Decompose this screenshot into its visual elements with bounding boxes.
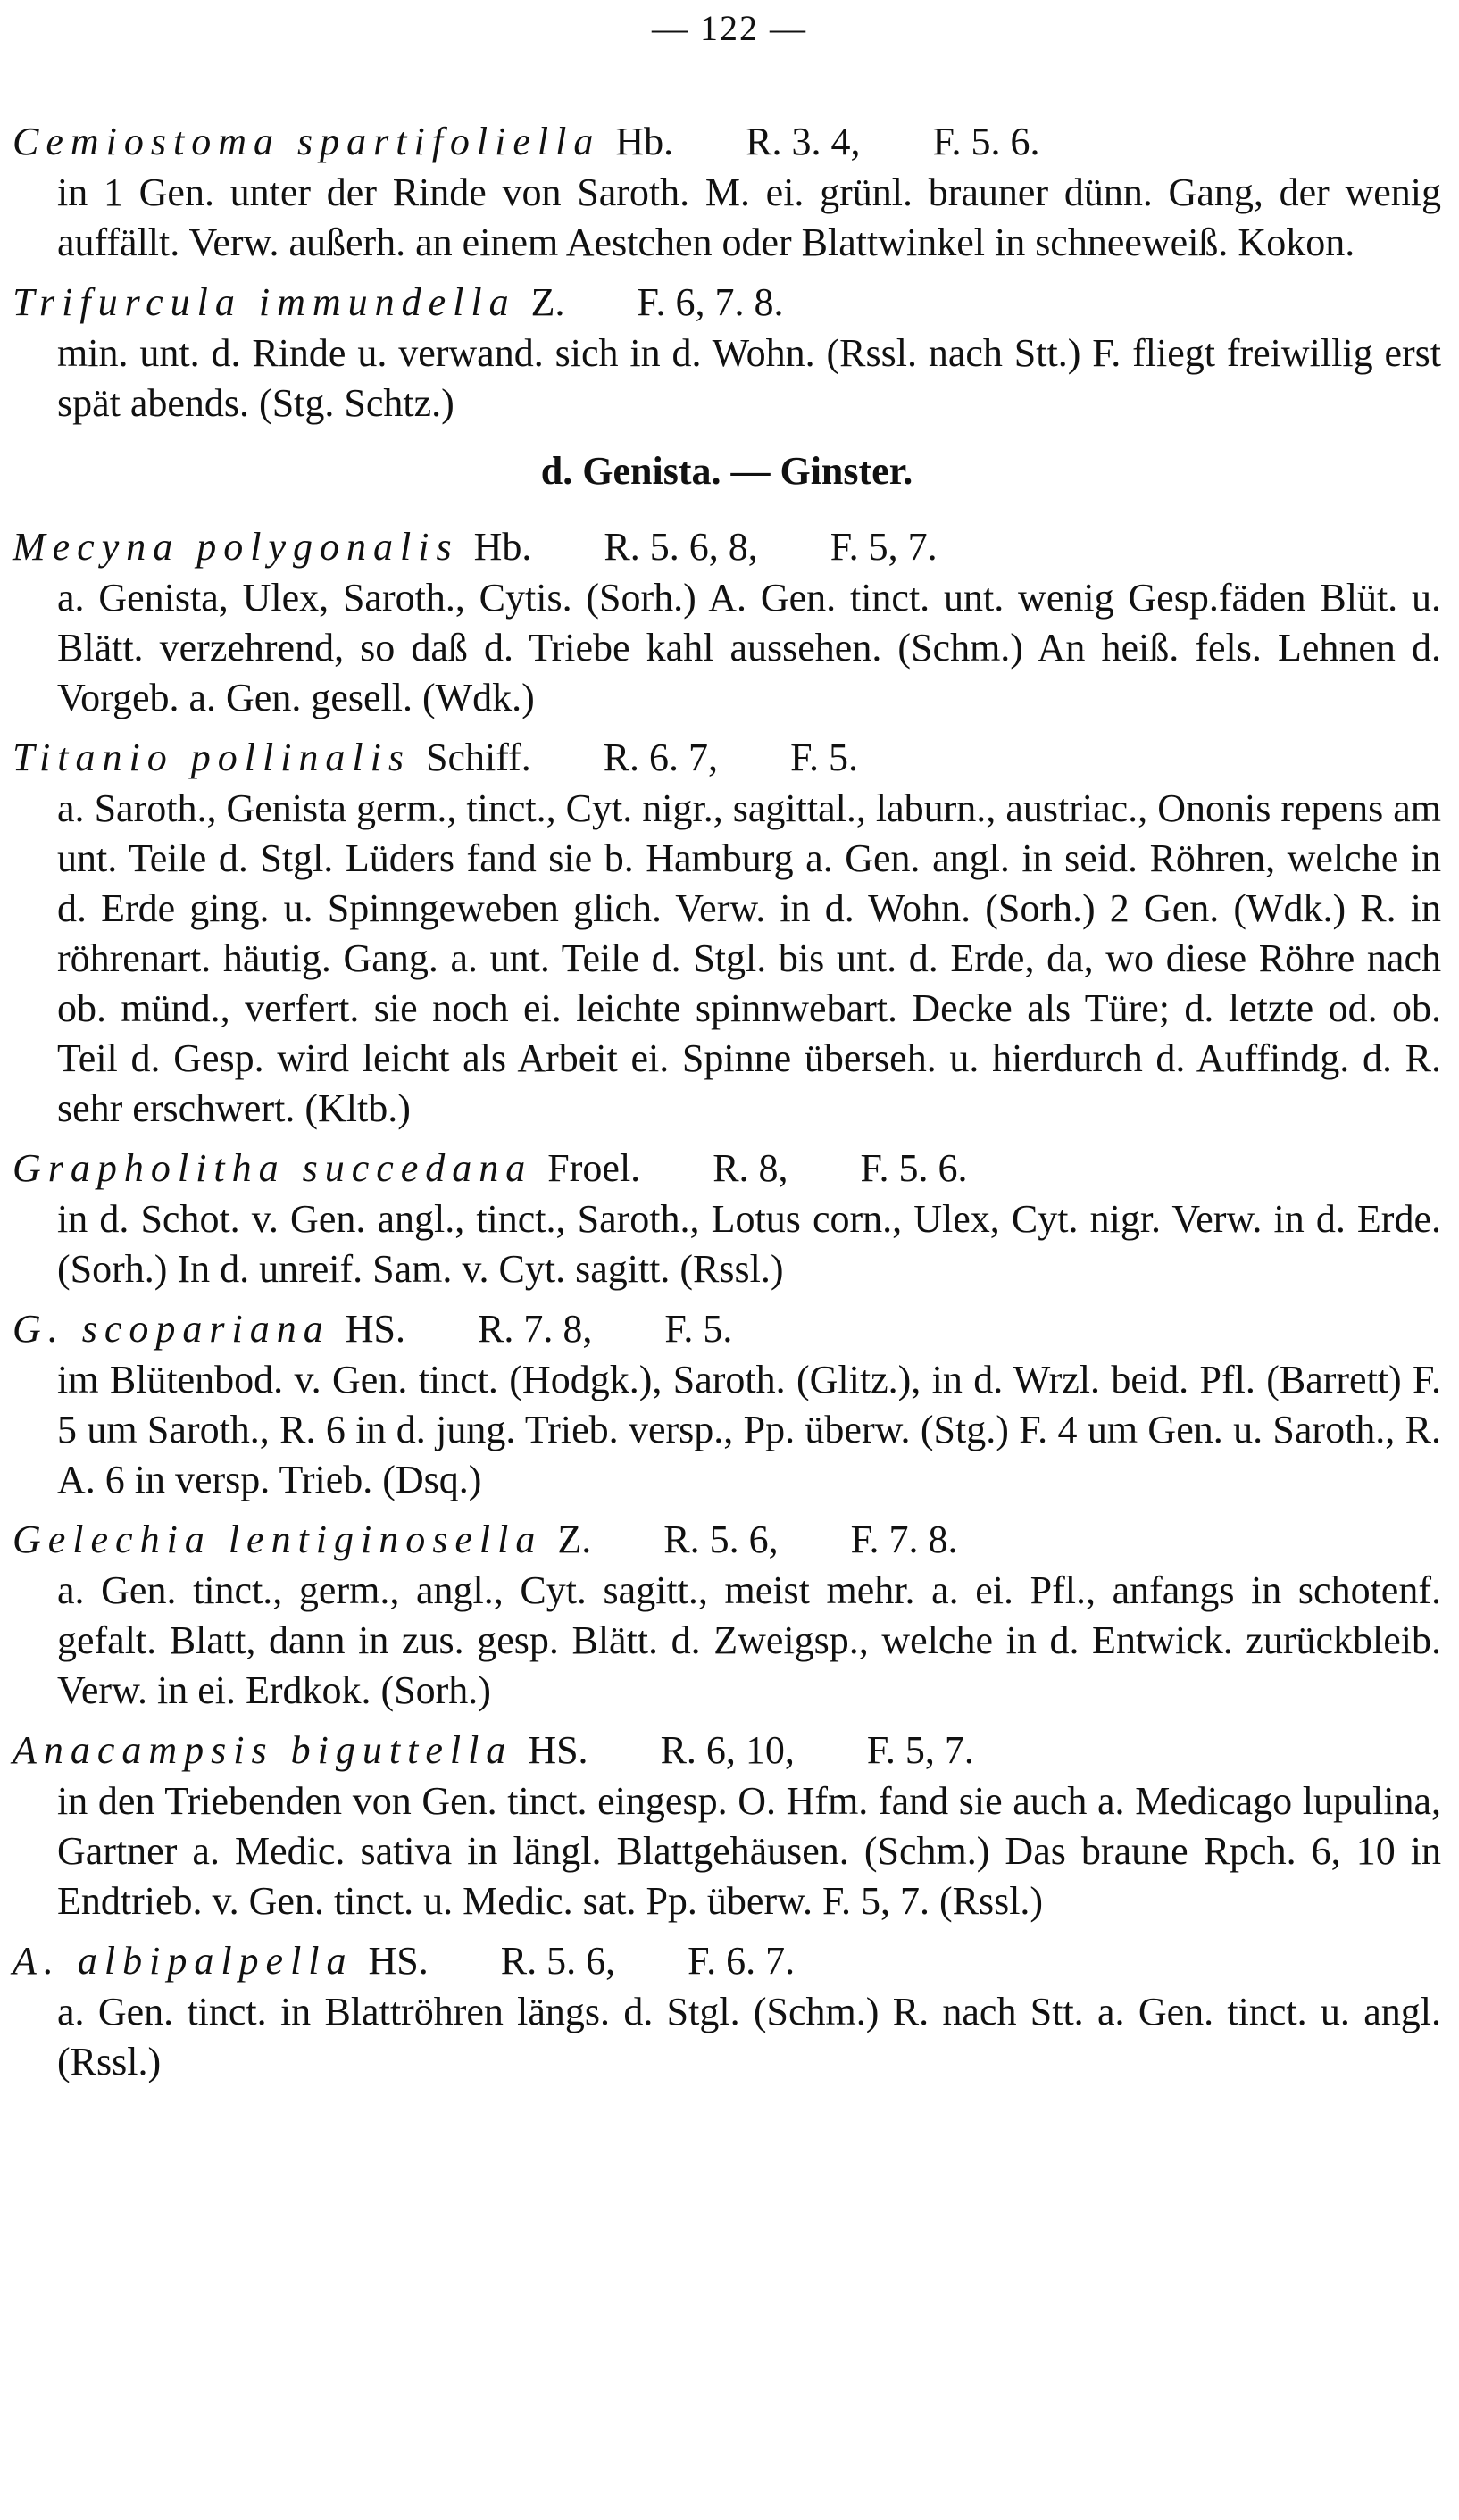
- species-author: Hb.: [615, 120, 674, 163]
- moth-months: F. 7. 8.: [850, 1518, 958, 1561]
- print-smudge: [13, 437, 1441, 441]
- larva-months: R. 3. 4,: [746, 120, 861, 163]
- species-name: Trifurcula immundella: [13, 280, 516, 324]
- entry-text: in den Triebenden von Gen. tinct. eingesp. O. Hfm. fand sie auch a. Medicago lupulina, Gartner a. Medic. sativa in längl. Blattgehäusen. (Schm.) Das braune Rpch. 6, 10 in Endtrieb. v. Gen. tinct. u. Medic. sat. Pp. überw. F. 5, 7. (Rssl.): [57, 1779, 1441, 1923]
- larva-months: R. 8,: [713, 1146, 788, 1190]
- species-entry: [13, 1143, 1441, 1294]
- entry-text: a. Genista, Ulex, Saroth., Cytis. (Sorh.) A. Gen. tinct. unt. wenig Gesp.fäden Blüt. u. Blätt. verzehrend, so daß d. Triebe kahl aussehen. (Schm.) An heiß. fels. Lehnen d. Vorgeb. a. Gen. gesell. (Wdk.): [57, 576, 1441, 719]
- page-number: — 122 —: [652, 8, 807, 48]
- entry-heading: [13, 521, 1441, 573]
- larva-months: R. 6. 7,: [603, 736, 719, 779]
- moth-months: F. 5.: [664, 1307, 733, 1351]
- entry-text: im Blütenbod. v. Gen. tinct. (Hodgk.), Saroth. (Glitz.), in d. Wrzl. beid. Pfl. (Barrett) F. 5 um Saroth., R. 6 in d. jung. Trieb. versp., Pp. überw. (Stg.) F. 4 um Gen. u. Saroth., R. A. 6 in versp. Trieb. (Dsq.): [57, 1358, 1441, 1501]
- entry-heading: [13, 116, 1441, 168]
- species-name: Gelechia lentiginosella: [13, 1518, 543, 1561]
- species-entry: [13, 1935, 1441, 2087]
- entry-text: a. Saroth., Genista germ., tinct., Cyt. nigr., sagittal., laburn., austriac., Ononis repens am unt. Teile d. Stgl. Lüders fand sie b. Hamburg a. Gen. angl. in seid. Röhren, welche in d. Erde ging. u. Spinngeweben glich. Verw. in d. Wohn. (Sorh.) 2 Gen. (Wdk.) R. in röhrenart. häutig. Gang. a. unt. Teile d. Stgl. bis unt. d. Erde, da, wo diese Röhre nach ob. münd., verfert. sie noch ei. leichte spinnwebart. Decke als Türe; d. letzte od. ob. Teil d. Gesp. wird leicht als Arbeit ei. Spinne überseh. u. hierdurch d. Auffindg. d. R. sehr erschwert. (Kltb.): [57, 786, 1441, 1130]
- species-author: Froel.: [547, 1146, 641, 1190]
- entry-text: min. unt. d. Rinde u. verwand. sich in d. Wohn. (Rssl. nach Stt.) F. fliegt freiwillig erst spät abends. (Stg. Schtz.): [57, 331, 1441, 425]
- species-entry: [13, 521, 1441, 723]
- entry-heading: [13, 1303, 1441, 1355]
- species-author: Z.: [530, 280, 565, 324]
- entry-heading: [13, 1143, 1441, 1194]
- entry-heading: [13, 1935, 1441, 1987]
- species-name: Anacampsis biguttella: [13, 1728, 513, 1772]
- moth-months: F. 6, 7. 8.: [637, 280, 784, 324]
- section-heading: d. Genista. — Ginster.: [540, 449, 913, 493]
- species-entry: [13, 277, 1441, 428]
- moth-months: F. 5. 6.: [860, 1146, 968, 1190]
- species-entry: [13, 732, 1441, 1134]
- moth-months: F. 5, 7.: [830, 525, 938, 569]
- moth-months: F. 5, 7.: [866, 1728, 974, 1772]
- species-entry: [13, 116, 1441, 268]
- species-name: Mecyna polygonalis: [13, 525, 459, 569]
- larva-months: R. 7. 8,: [478, 1307, 593, 1351]
- species-entry: [13, 1303, 1441, 1505]
- species-name: Cemiostoma spartifoliella: [13, 120, 601, 163]
- species-author: Z.: [557, 1518, 592, 1561]
- species-entry: [13, 1725, 1441, 1926]
- larva-months: R. 5. 6,: [500, 1939, 616, 1983]
- larva-months: R. 6, 10,: [660, 1728, 795, 1772]
- species-name: A. albipalpella: [13, 1939, 354, 1983]
- species-author: Hb.: [473, 525, 532, 569]
- entry-heading: [13, 277, 1441, 329]
- species-entry: [13, 1514, 1441, 1716]
- entry-heading: [13, 1514, 1441, 1566]
- species-author: HS.: [345, 1307, 406, 1351]
- moth-months: F. 5.: [790, 736, 859, 779]
- entry-text: in 1 Gen. unter der Rinde von Saroth. M. ei. grünl. brauner dünn. Gang, der wenig auffällt. Verw. außerh. an einem Aestchen oder Blattwinkel in schneeweiß. Kokon.: [57, 170, 1441, 264]
- larva-months: R. 5. 6,: [663, 1518, 779, 1561]
- entry-text: a. Gen. tinct., germ., angl., Cyt. sagitt., meist mehr. a. ei. Pfl., anfangs in schotenf. gefalt. Blatt, dann in zus. gesp. Blätt. d. Zweigsp., welche in d. Entwick. zurückbleib. Verw. in ei. Erdkok. (Sorh.): [57, 1568, 1441, 1712]
- moth-months: F. 5. 6.: [932, 120, 1040, 163]
- larva-months: R. 5. 6, 8,: [604, 525, 758, 569]
- entry-text: in d. Schot. v. Gen. angl., tinct., Saroth., Lotus corn., Ulex, Cyt. nigr. Verw. in d. Erde. (Sorh.) In d. unreif. Sam. v. Cyt. sagitt. (Rssl.): [57, 1197, 1441, 1291]
- entry-heading: [13, 1725, 1441, 1776]
- species-author: HS.: [368, 1939, 429, 1983]
- moth-months: F. 6. 7.: [688, 1939, 796, 1983]
- species-author: Schiff.: [425, 736, 531, 779]
- species-entries: [13, 116, 1441, 2096]
- entry-text: a. Gen. tinct. in Blattröhren längs. d. Stgl. (Schm.) R. nach Stt. a. Gen. tinct. u. angl. (Rssl.): [57, 1990, 1441, 2083]
- species-name: Titanio pollinalis: [13, 736, 411, 779]
- species-name: G. scopariana: [13, 1307, 330, 1351]
- entry-heading: [13, 732, 1441, 784]
- species-author: HS.: [528, 1728, 588, 1772]
- species-name: Grapholitha succedana: [13, 1146, 533, 1190]
